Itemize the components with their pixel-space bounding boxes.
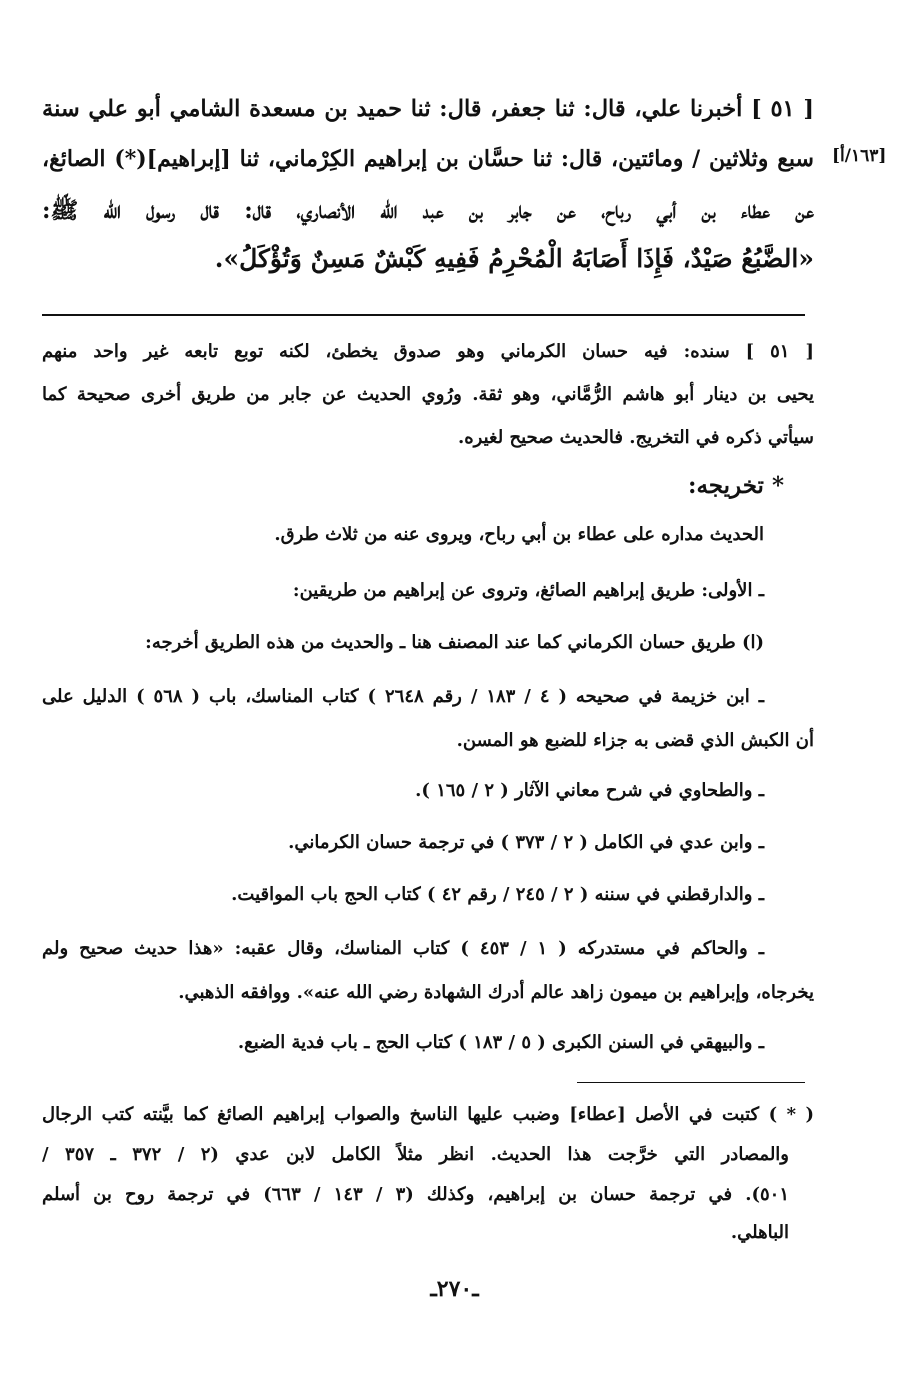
- hadith-line-3: عن عطاء بن أبي رباح، عن جابر بن عبد الله الأنصاري، قال: قال رسول الله ﷺ:: [42, 197, 814, 224]
- takhrij-ibn-khuzayma-2: أن الكبش الذي قضى به جزاء للضبع هو المسن.: [456, 730, 814, 751]
- takhrij-heading: * تخريجه:: [687, 472, 784, 499]
- footnote-line-1: ( * ) كتبت في الأصل [عطاء] وضبب عليها الناسخ والصواب إبراهيم الصائغ كما بيَّنته كتب الرجال: [42, 1104, 814, 1125]
- margin-folio-reference: [١٦٣/أ]: [832, 146, 887, 166]
- commentary-line-2: يحيى بن دينار أبو هاشم الرُّمَّاني، وهو ثقة. ورُوي الحديث عن جابر من طريق أخرى صحيحة كما: [42, 384, 814, 405]
- takhrij-ibn-khuzayma-1: ـ ابن خزيمة في صحيحه ( ٤ / ١٨٣ / رقم ٢٦٤٨ ) كتاب المناسك، باب ( ٥٦٨ ) الدليل على: [42, 686, 764, 707]
- takhrij-first-route: ـ الأولى: طريق إبراهيم الصائغ، وتروى عن إبراهيم من طريقين:: [292, 580, 764, 601]
- takhrij-bayhaqi: ـ والبيهقي في السنن الكبرى ( ٥ / ١٨٣ ) كتاب الحج ـ باب فدية الضبع.: [237, 1032, 764, 1053]
- takhrij-intro: الحديث مداره على عطاء بن أبي رباح، ويروى عنه من ثلاث طرق.: [274, 524, 764, 545]
- commentary-line-1: [ ٥١ ] سنده: فيه حسان الكرماني وهو صدوق يخطئ، لكنه توبع تابعه غير واحد منهم: [42, 341, 814, 362]
- hadith-matn: «الضَّبُعُ صَيْدٌ، فَإِذَا أَصَابَهُ الْمُحْرِمُ فَفِيهِ كَبْشٌ مَسِنٌ وَتُؤْكَلُ».: [214, 244, 814, 273]
- commentary-line-3: سيأتي ذكره في التخريج. فالحديث صحيح لغيره.: [457, 427, 814, 448]
- section-divider: [42, 314, 805, 316]
- footnote-divider: [577, 1082, 805, 1083]
- footnote-line-3: ٥٠١). في ترجمة حسان بن إبراهيم، وكذلك (٣ / ١٤٣ / ٦٦٣) في ترجمة روح بن أسلم: [42, 1184, 789, 1205]
- hadith-line-1: [ ٥١ ] أخبرنا علي، قال: ثنا جعفر، قال: ثنا حميد بن مسعدة الشامي أبو علي سنة: [42, 96, 814, 122]
- takhrij-hakim-1: ـ والحاكم في مستدركه ( ١ / ٤٥٣ ) كتاب المناسك، وقال عقبه: «هذا حديث صحيح ولم: [42, 938, 764, 959]
- footnote-line-4: الباهلي.: [730, 1222, 789, 1243]
- takhrij-route-a: (ا) طريق حسان الكرماني كما عند المصنف هنا ـ والحديث من هذه الطريق أخرجه:: [145, 632, 764, 653]
- takhrij-daraqutni: ـ والدارقطني في سننه ( ٢ / ٢٤٥ / رقم ٤٢ ) كتاب الحج باب المواقيت.: [231, 884, 764, 905]
- footnote-line-2: والمصادر التي خرَّجت هذا الحديث. انظر مثلاً الكامل لابن عدي (٢ / ٣٧٢ ـ ٣٥٧ /: [42, 1144, 790, 1165]
- hadith-line-2: سبع وثلاثين / ومائتين، قال: ثنا حسَّان بن إبراهيم الكِرْماني، ثنا [إبراهيم](*) الصائغ،: [42, 146, 814, 172]
- takhrij-ibn-adi: ـ وابن عدي في الكامل ( ٢ / ٣٧٣ ) في ترجمة حسان الكرماني.: [288, 832, 764, 853]
- page-number: ـ٢٧٠ـ: [430, 1276, 479, 1302]
- takhrij-tahawi: ـ والطحاوي في شرح معاني الآثار ( ٢ / ١٦٥ ).: [415, 780, 764, 801]
- takhrij-hakim-2: يخرجاه، وإبراهيم بن ميمون زاهد عالم أدرك الشهادة رضي الله عنه». ووافقه الذهبي.: [178, 982, 814, 1003]
